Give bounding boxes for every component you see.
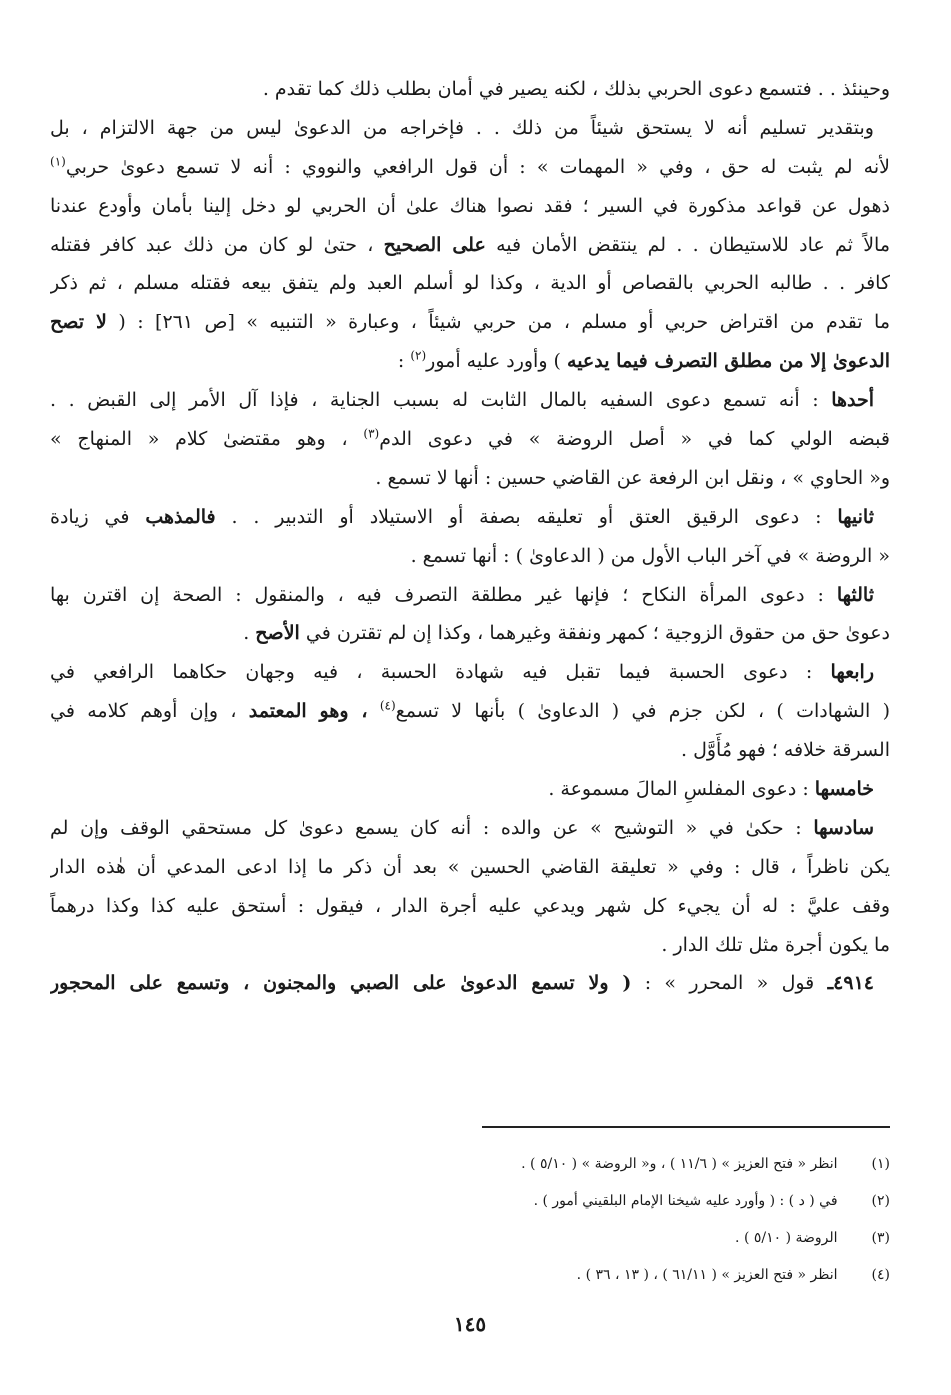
text-line: ٤٩١٤ـ قول « المحرر » : ( ولا تسمع الدعوىٰ على الصبي والمجنون ، وتسمع على المحجور xyxy=(50,972,874,995)
text-line: وقف عليَّ : له أن يجيء كل شهر ويدعي عليه أجرة الدار ، فيقول : أستحق عليه كذا وكذا درهماً xyxy=(50,894,890,917)
text-line: يكن ناظراً ، قال : وفي « تعليقة القاضي الحسين » بعد أن ذكر ما إذا ادعى المدعي أن هٰذه الدار xyxy=(50,855,890,878)
text-line: الدعوىٰ إلا من مطلق التصرف فيما يدعيه ) وأورد عليه أمور$^{(٢)}$ : xyxy=(397,348,890,373)
text-line: و« الحاوي » ، ونقل ابن الرفعة عن القاضي حسين : أنها لا تسمع . xyxy=(375,466,890,489)
document-page xyxy=(50,70,890,1336)
text-line: كافر . . طالبه الحربي بالقصاص أو الدية ، وكذا لو أسلم العبد ولم يتفق بيعه فقتله مسلم ، ثم ذكر xyxy=(50,272,890,295)
text-line: مالاً ثم عاد للاستيطان . . لم ينتقض الأمان فيه على الصحيح ، حتىٰ لو كان من ذلك عبد كافر فقتله xyxy=(50,233,890,256)
text-line: « الروضة » في آخر الباب الأول من ( الدعاوىٰ ) : أنها تسمع . xyxy=(410,544,890,567)
text-line: أحدها : أنه تسمع دعوى السفيه بالمال الثابت له بسبب الجناية ، فإذا آل الأمر إلى القبض . . xyxy=(50,389,874,412)
text-line: السرقة خلافه ؛ فهو مُأَوَّل . xyxy=(681,739,890,762)
footnote-ref: (٤) xyxy=(379,698,396,713)
footnote: (٣) الروضة ( ٥/١٠ ) . xyxy=(735,1230,890,1246)
footnote-ref: (١) xyxy=(50,154,66,169)
text-line: رابعها : دعوى الحسبة فيما تقبل فيه شهادة الحسبة ، فيه وجهان حكاهما الرافعي في xyxy=(50,661,875,684)
footnote: (٤) انظر « فتح العزيز » ( ٦١/١١ ) ، ( ١٣ ، ٣٦ ) . xyxy=(576,1267,890,1283)
footnote-divider xyxy=(482,1126,890,1128)
text-line: لأنه لم يثبت له حق ، وفي « المهمات » : أن قول الرافعي والنووي : أنه لا تسمع دعوىٰ حربي$^{(١)}$ xyxy=(50,154,890,178)
footnote: (٢) في ( د ) : ( وأورد عليه شيخنا الإمام البلقيني أمور ) . xyxy=(533,1193,890,1209)
text-line: ثالثها : دعوى المرأة النكاح ؛ فإنها غير مطلقة التصرف فيه ، والمنقول : الصحة إن اقترن بها xyxy=(50,583,874,606)
text-line: ما تقدم من اقتراض حربي أو مسلم ، من حربي شيئاً ، وعبارة « التنبيه » [ص ٢٦١] : ( لا تصح xyxy=(50,311,890,334)
text-line: وبتقدير تسليم أنه لا يستحق شيئاً من ذلك . . فإخراجه من الدعوىٰ ليس من جهة الالتزام ، بل xyxy=(50,116,874,139)
footnote-ref: (٣) xyxy=(363,426,380,441)
text-line: دعوىٰ حق من حقوق الزوجية ؛ كمهر ونفقة وغيرهما ، وكذا إن لم تقترن في الأصح . xyxy=(243,622,890,645)
text-line: ذهول عن قواعد مذكورة في السير ؛ فقد نصوا هناك علىٰ أن الحربي لو دخل إلينا بأمان وأودع عندنا xyxy=(50,194,890,217)
text-line: سادسها : حكىٰ في « التوشيح » عن والده : أنه كان يسمع دعوىٰ كل مستحقي الوقف وإن لم xyxy=(50,816,874,839)
text-line: ( الشهادات ) ، لكن جزم في ( الدعاوىٰ ) بأنها لا تسمع$^{(٤)}$ ، وهو المعتمد ، وإن أوهم كلامه في xyxy=(50,698,890,723)
footnotes xyxy=(50,1146,890,1294)
footnote: (١) انظر « فتح العزيز » ( ١١/٦ ) ، و« الروضة » ( ٥/١٠ ) . xyxy=(521,1156,890,1172)
footnote-ref: (٢) xyxy=(410,348,427,363)
text-line: ما يكون أجرة مثل تلك الدار . xyxy=(661,933,890,956)
main-text xyxy=(50,70,890,1003)
text-line: خامسها : دعوى المفلسِ المالَ مسموعة . xyxy=(548,778,874,801)
text-line: قبضه الولي كما في « أصل الروضة » في دعوى الدم$^{(٣)}$ ، وهو مقتضىٰ كلام « المنهاج » xyxy=(50,426,890,451)
page-number: ١٤٥ xyxy=(453,1312,487,1336)
text-line: وحينئذ . . فتسمع دعوى الحربي بذلك ، لكنه يصير في أمان بطلب ذلك كما تقدم . xyxy=(262,78,890,100)
text-line: ثانيها : دعوى الرقيق العتق أو تعليقه بصفة أو الاستيلاد أو التدبير . . فالمذهب في زيادة xyxy=(50,505,874,528)
